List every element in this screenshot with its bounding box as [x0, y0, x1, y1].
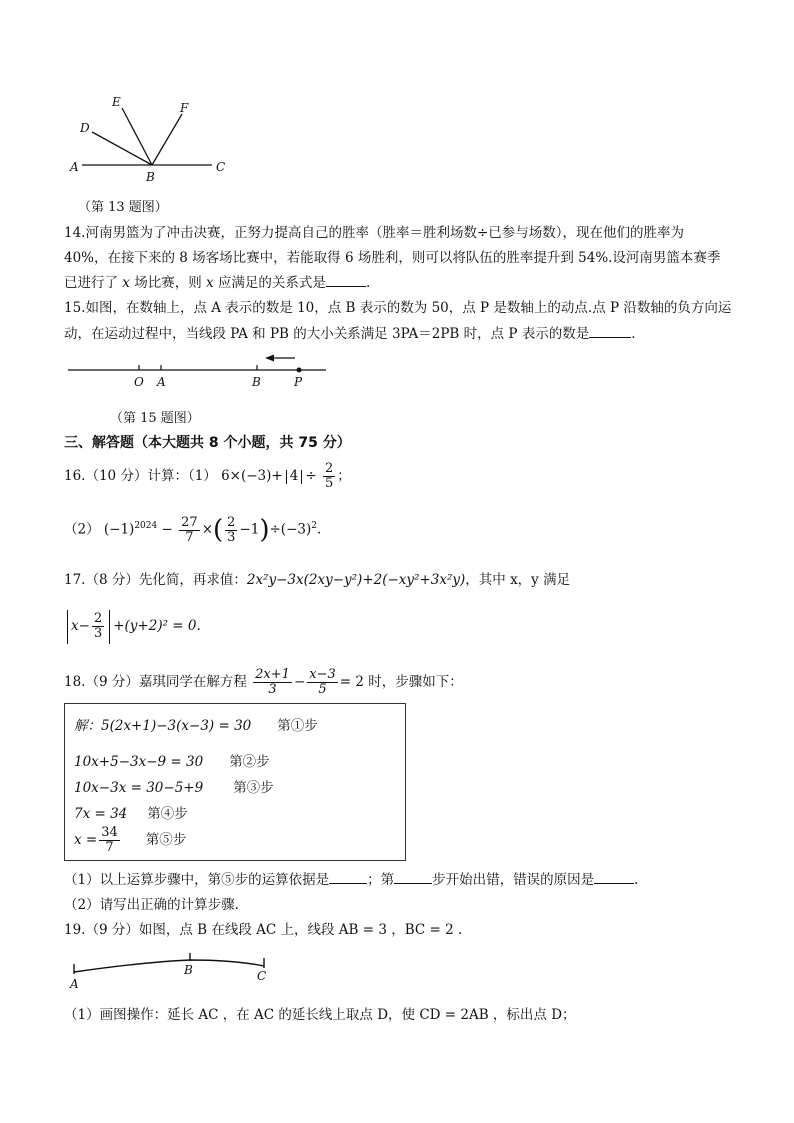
q18-step-3: 10x−3x = 30−5+9 第③步 [74, 780, 274, 796]
point-p [297, 368, 302, 373]
q18-blank-basis[interactable] [329, 871, 367, 884]
q18-blank-step[interactable] [394, 871, 432, 884]
q18-line1: 18.（9 分）嘉琪同学在解方程 $\frac{2x+1}{3}$ − $\frac{x-3}{5}$ = 2 时，步骤如下： [64, 667, 463, 697]
figure-19-segment [64, 948, 284, 993]
label-c: C [216, 160, 226, 174]
label-f: F [180, 101, 189, 115]
q14-line1: 14.河南男篮为了冲击决赛，正努力提高自己的胜率（胜率＝胜利场数÷已参与场数），现在他们的胜率为 [64, 225, 685, 241]
q15-text: 动，在运动过程中，当线段 PA 和 PB 的大小关系满足 3PA＝2PB 时，点 P 表示的数是 [64, 326, 590, 342]
label-o: O [134, 375, 144, 389]
q14-line3 [64, 271, 370, 291]
q19-line1: 19.（9 分）如图，点 B 在线段 AC 上，线段 AB = 3 ，BC = 2 . [64, 922, 463, 938]
figure-15-caption: （第 15 题图） [110, 411, 200, 426]
label-b: B [146, 170, 155, 184]
label-p: P [294, 375, 303, 389]
label-b: B [184, 963, 193, 977]
q18-step-2: 10x+5−3x−9 = 30 第②步 [74, 754, 270, 770]
q18-sub1: （1）以上运算步骤中，第⑤步的运算依据是 ；第 步开始出错，错误的原因是 . [64, 872, 639, 888]
segment-ac [74, 960, 264, 972]
arrow-left-icon [265, 355, 274, 362]
q16-fraction-3: $\frac{2}{3}$ [227, 514, 236, 545]
q16-prefix: 16.（10 分）计算：（1） [64, 468, 217, 484]
q16-div: ÷ [305, 468, 317, 484]
q15-line2 [64, 322, 636, 342]
q18-step-1: 解：5(2x+1)−3(x−3) = 30 第①步 [74, 718, 318, 734]
q17-line1: 17.（8 分）先化简，再求值：2x²y−3x(2xy−y²)+2(−xy²+3x²y)，其中 x，y 满足 [64, 572, 571, 588]
q16-base: (−1) [103, 521, 135, 538]
q16-expr1-a: 6×(−3)+ [221, 468, 283, 484]
q17-condition: x− $\frac{2}{3}$ +(y+2)² = 0. [64, 608, 201, 644]
label-a: A [157, 375, 166, 389]
q14-answer-blank[interactable] [326, 274, 366, 287]
label-b: B [252, 375, 261, 389]
figure-13-caption: （第 13 题图） [78, 200, 168, 215]
q16-fraction-2: $\frac{27}{7}$ [181, 514, 198, 545]
q15-answer-blank[interactable] [589, 325, 631, 338]
ray-bf [152, 114, 182, 165]
q18-sub2: （2）请写出正确的计算步骤. [64, 897, 239, 913]
label-c: C [257, 969, 267, 983]
q14-var-x: x [122, 275, 130, 291]
q15-end: . [631, 326, 636, 342]
q16-line2: （2） $(-1)^{2024}$ − $\frac{27}{7}$ ×( $\frac{2}{3}$ $-1)\div(-3)^2$. [64, 514, 322, 545]
q15-line1: 15.如图，在数轴上，点 A 表示的数是 10，点 B 表示的数为 50，点 P 是数轴上的动点.点 P 沿数轴的负方向运 [64, 300, 732, 316]
label-a: A [70, 160, 79, 174]
q18-step-4: 7x = 34 第④步 [74, 806, 188, 822]
q16-line1: 16.（10 分）计算：（1） 6×(−3)+ 4 ÷ $\frac{2}{5}$ ； [64, 461, 351, 491]
q18-step-5: x = $\frac{34}{7}$ 第⑤步 [74, 825, 187, 855]
q17-expression: 2x²y−3x(2xy−y²)+2(−xy²+3x²y) [246, 572, 466, 588]
q14-text-c: 应满足的关系式是 [217, 275, 326, 291]
q14-text-b: 场比赛，则 [134, 275, 202, 291]
label-e: E [112, 95, 121, 109]
section-3-heading: 三、解答题（本大题共 8 个小题，共 75 分） [64, 435, 351, 451]
q14-line2: 40%，在接下来的 8 场客场比赛中，若能取得 6 场胜利，则可以将队伍的胜率提升到 54%.设河南男篮本赛季 [64, 250, 721, 266]
q14-var-x2: x [206, 275, 214, 291]
q19-sub1: （1）画图操作：延长 AC ，在 AC 的延长线上取点 D，使 CD = 2AB ，标出点 D； [64, 1007, 576, 1023]
q16-abs-value: 4 [289, 468, 299, 484]
label-d: D [80, 121, 90, 135]
q18-solution-box [64, 703, 406, 861]
q14-end: . [365, 275, 371, 291]
q14-text-a: 已进行了 [64, 275, 118, 291]
label-a: A [70, 977, 79, 991]
q16-fraction-1: $\frac{2}{5}$ [324, 461, 334, 491]
figure-15-number-line [64, 350, 339, 392]
figure-13-angles [60, 92, 240, 184]
q18-blank-reason[interactable] [594, 871, 634, 884]
